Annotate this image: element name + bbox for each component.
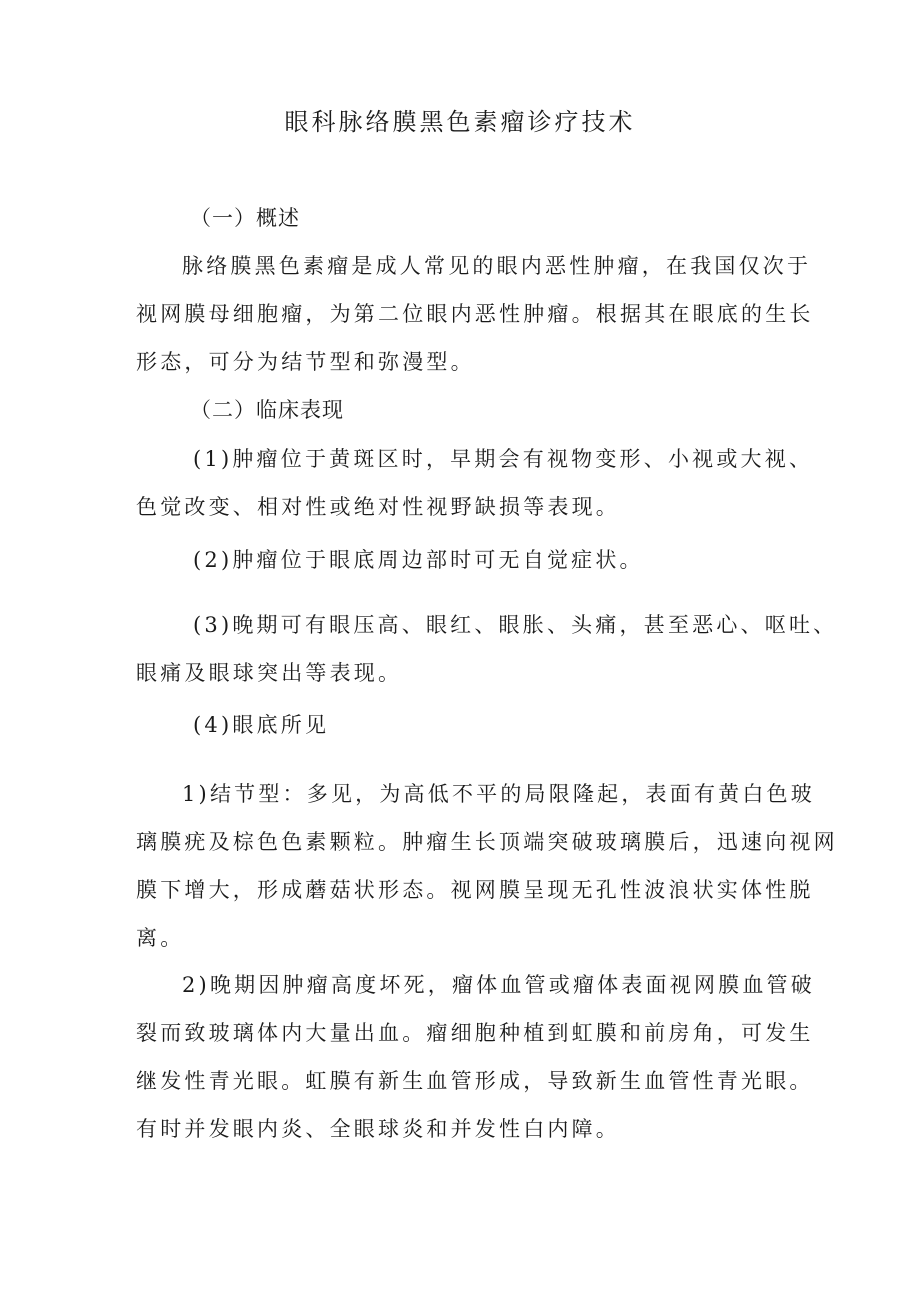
paragraph-line: 膜下增大，形成蘑菇状形态。视网膜呈现无孔性波浪状实体性脱 <box>136 878 814 902</box>
paragraph-line: (2)肿瘤位于眼底周边部时可无自觉症状。 <box>193 548 644 572</box>
paragraph-line: (4)眼底所见 <box>193 713 330 737</box>
section-heading-clinical: （二）临床表现 <box>190 398 344 422</box>
paragraph-line: 离。 <box>136 926 185 950</box>
paragraph-line: 形态，可分为结节型和弥漫型。 <box>136 350 475 374</box>
paragraph-line: (1)肿瘤位于黄斑区时，早期会有视物变形、小视或大视、 <box>193 447 814 471</box>
paragraph-line: 有时并发眼内炎、全眼球炎和并发性白内障。 <box>136 1117 620 1141</box>
paragraph-line: (3)晚期可有眼压高、眼红、眼胀、头痛，甚至恶心、呕吐、 <box>193 613 838 637</box>
paragraph-line: 脉络膜黑色素瘤是成人常见的眼内恶性肿瘤，在我国仅次于 <box>182 254 812 278</box>
document-title: 眼科脉络膜黑色素瘤诊疗技术 <box>284 108 636 136</box>
section-heading-overview: （一）概述 <box>190 206 300 230</box>
paragraph-line: 1)结节型：多见，为高低不平的局限隆起，表面有黄白色玻 <box>182 782 815 806</box>
paragraph-line: 视网膜母细胞瘤，为第二位眼内恶性肿瘤。根据其在眼底的生长 <box>136 302 814 326</box>
paragraph-line: 璃膜疣及棕色色素颗粒。肿瘤生长顶端突破玻璃膜后，迅速向视网 <box>136 830 838 854</box>
paragraph-line: 继发性青光眼。虹膜有新生血管形成，导致新生血管性青光眼。 <box>136 1069 814 1093</box>
paragraph-line: 色觉改变、相对性或绝对性视野缺损等表现。 <box>136 495 620 519</box>
paragraph-line: 2)晚期因肿瘤高度坏死，瘤体血管或瘤体表面视网膜血管破 <box>182 973 815 997</box>
paragraph-line: 眼痛及眼球突出等表现。 <box>136 661 403 685</box>
paragraph-line: 裂而致玻璃体内大量出血。瘤细胞种植到虹膜和前房角，可发生 <box>136 1021 814 1045</box>
